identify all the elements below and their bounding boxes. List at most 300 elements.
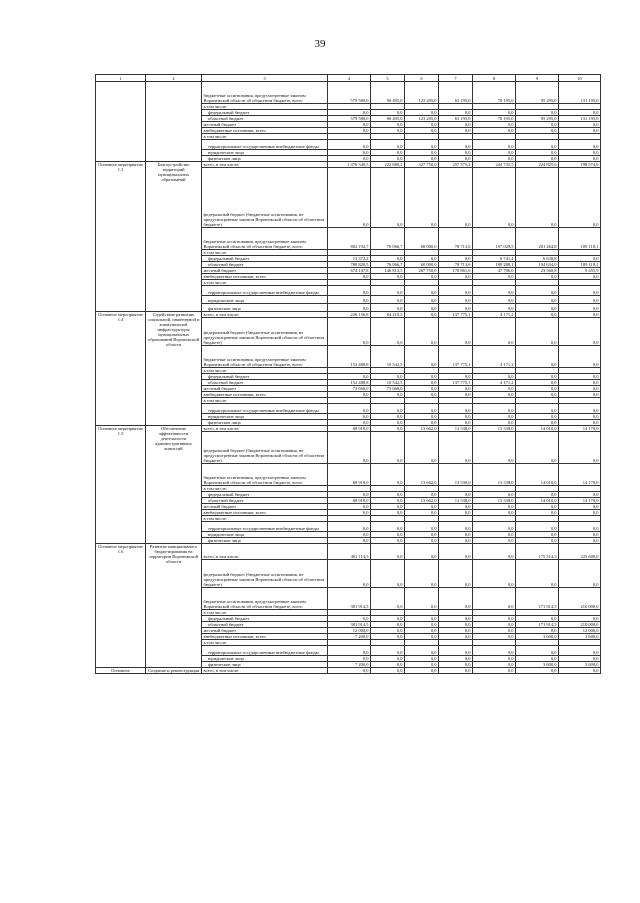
amount-cell: 267 750,0 [405,268,439,274]
amount-cell: 0,0 [328,646,371,656]
amount-cell: 0,0 [559,296,601,304]
amount-cell: 4 171,2 [473,312,516,318]
amount-cell: 0,0 [559,274,601,280]
amount-cell: 0,0 [405,380,439,386]
amount-cell: 0,0 [516,346,559,368]
amount-cell: 0,0 [405,420,439,426]
amount-cell: 0,0 [559,532,601,538]
amount-cell: 0,0 [405,646,439,656]
amount-cell: 23 560,8 [516,268,559,274]
funding-source-cell: физические лица [202,156,328,162]
table-row [96,668,601,674]
amount-cell: 0,0 [405,168,439,228]
amount-cell: 0,0 [559,318,601,346]
amount-cell: 0,0 [473,122,516,128]
header-cell: 7 [439,75,473,82]
header-cell: 9 [516,75,559,82]
amount-cell: 0,0 [405,414,439,420]
activity-code-cell: Основное мероприятие 1.4 [96,312,146,426]
amount-cell: 137 775,1 [439,346,473,368]
amount-cell: 0,0 [516,274,559,280]
amount-cell: 0,0 [328,560,371,588]
amount-cell: 6 741,4 [473,256,516,262]
amount-cell: 0,0 [559,668,601,674]
amount-cell: 0,0 [439,538,473,544]
amount-cell: 0,0 [439,668,473,674]
amount-cell: 6 630,8 [516,256,559,262]
amount-cell: 0,0 [439,616,473,622]
table-row [96,544,601,560]
amount-cell: 0,0 [439,656,473,662]
amount-cell: 1 476 340,5 [328,162,371,168]
funding-source-cell: территориальные государственные внебюджетные фонды [202,522,328,532]
amount-cell: 0,0 [473,386,516,392]
amount-cell: 14 010,0 [516,464,559,486]
amount-cell: 95 295,0 [516,82,559,104]
amount-cell: 0,0 [328,414,371,420]
activity-code-cell: Основное мероприятие 1.3 [96,162,146,312]
amount-cell: 0,0 [405,386,439,392]
amount-cell: 0,0 [371,492,405,498]
amount-cell: 0,0 [473,420,516,426]
amount-cell: 0,0 [559,510,601,516]
amount-cell: 0,0 [371,510,405,516]
amount-cell: 0,0 [405,538,439,544]
amount-cell: 802 192,7 [328,228,371,250]
amount-cell: 0,0 [439,510,473,516]
amount-cell: 95 295,0 [516,116,559,122]
amount-cell: 0,0 [405,286,439,296]
amount-cell: 13 538,0 [473,464,516,486]
amount-cell: 0,0 [371,150,405,156]
amount-cell: 210 000,0 [559,588,601,610]
amount-cell: 0,0 [439,622,473,628]
amount-cell: 0,0 [405,110,439,116]
funding-source-cell: местный бюджет [202,628,328,634]
amount-cell: 171 914,5 [516,588,559,610]
amount-cell: 0,0 [405,656,439,662]
amount-cell: 0,0 [516,404,559,414]
amount-cell: 0,0 [516,532,559,538]
amount-cell: 0,0 [371,140,405,150]
amount-cell: 0,0 [473,656,516,662]
amount-cell: 0,0 [328,504,371,510]
amount-cell: 0,0 [371,304,405,312]
amount-cell: 0,0 [405,318,439,346]
amount-cell: 0,0 [473,504,516,510]
amount-cell: 0,0 [371,662,405,668]
amount-cell: 0,0 [439,492,473,498]
amount-cell: 60 000,0 [405,228,439,250]
amount-cell: 0,0 [559,256,601,262]
amount-cell: 0,0 [405,274,439,280]
funding-source-cell: внебюджетные источники, всего [202,392,328,398]
amount-cell: 76 066,7 [371,262,405,268]
header-cell: 2 [146,75,202,82]
amount-cell: 123 205,0 [405,82,439,104]
amount-cell: 123 205,0 [405,116,439,122]
amount-cell: 0,0 [328,318,371,346]
funding-source-cell: территориальные государственные внебюджетные фонды [202,404,328,414]
amount-cell: 0,0 [473,296,516,304]
amount-cell: 0,0 [439,628,473,634]
amount-cell: 137 775,1 [439,312,473,318]
amount-cell: 14 010,0 [516,426,559,432]
funding-source-cell: юридические лица [202,532,328,538]
amount-cell: 0,0 [516,414,559,420]
amount-cell: 0,0 [405,304,439,312]
funding-source-cell: физические лица [202,662,328,668]
amount-cell: 0,0 [516,522,559,532]
amount-cell: 0,0 [473,128,516,134]
amount-cell: 84 210,5 [371,312,405,318]
amount-cell: 0,0 [516,420,559,426]
amount-cell: 131 195,0 [559,116,601,122]
amount-cell: 10 542,5 [371,346,405,368]
amount-cell: 9 455,9 [559,268,601,274]
amount-cell: 0,0 [439,522,473,532]
amount-cell: 0,0 [371,588,405,610]
amount-cell: 0,0 [371,156,405,162]
amount-cell: 0,0 [559,386,601,392]
amount-cell: 0,0 [439,544,473,560]
amount-cell: 0,0 [328,150,371,156]
funding-source-cell: местный бюджет [202,386,328,392]
amount-cell: 0,0 [559,168,601,228]
amount-cell: 0,0 [371,622,405,628]
amount-cell: 0,0 [559,312,601,318]
funding-source-cell: федеральный бюджет (бюджетные ассигнования, не предусмотренные законом Воронежской области об областном бюджете) [202,318,328,346]
amount-cell: 0,0 [439,150,473,156]
amount-cell: 225 600,0 [559,544,601,560]
amount-cell: 0,0 [559,380,601,386]
amount-cell: 4 171,2 [473,346,516,368]
amount-cell: 0,0 [328,522,371,532]
amount-cell: 0,0 [559,404,601,414]
amount-cell: 189 118,1 [559,228,601,250]
funding-source-cell: всего, в том числе: [202,544,328,560]
funding-source-cell: местный бюджет [202,268,328,274]
amount-cell: 0,0 [516,304,559,312]
table-row [96,82,601,104]
funding-source-cell: юридические лица [202,296,328,304]
amount-cell: 0,0 [439,256,473,262]
amount-cell: 0,0 [439,286,473,296]
amount-cell: 0,0 [516,312,559,318]
amount-cell: 0,0 [439,646,473,656]
amount-cell: 0,0 [559,128,601,134]
header-cell: 4 [328,75,371,82]
amount-cell: 0,0 [328,156,371,162]
amount-cell: 0,0 [559,392,601,398]
amount-cell: 68 918,0 [328,464,371,486]
amount-cell: 327 750,0 [405,162,439,168]
amount-cell: 47 706,0 [473,268,516,274]
funding-source-cell: юридические лица [202,414,328,420]
funding-source-cell: физические лица [202,538,328,544]
amount-cell: 0,0 [405,662,439,668]
funding-source-cell: внебюджетные источники, всего [202,634,328,640]
amount-cell: 96 495,0 [371,116,405,122]
amount-cell: 0,0 [439,392,473,398]
amount-cell: 197 029,5 [473,228,516,250]
amount-cell: 0,0 [559,656,601,662]
amount-cell: 0,0 [439,414,473,420]
amount-cell: 175 514,5 [516,544,559,560]
funding-source-cell: в том числе: [202,280,328,286]
amount-cell: 0,0 [371,656,405,662]
amount-cell: 579 580,0 [328,116,371,122]
amount-cell: 0,0 [516,616,559,622]
amount-cell: 0,0 [371,634,405,640]
amount-cell: 0,0 [405,346,439,368]
funding-source-cell: юридические лица [202,656,328,662]
amount-cell: 0,0 [559,432,601,464]
amount-cell: 0,0 [328,432,371,464]
funding-source-cell: территориальные государственные внебюджетные фонды [202,286,328,296]
amount-cell: 0,0 [371,122,405,128]
amount-cell: 0,0 [473,560,516,588]
amount-cell: 0,0 [371,374,405,380]
amount-cell: 12 000,0 [328,628,371,634]
funding-source-cell: физические лица [202,420,328,426]
amount-cell: 0,0 [559,140,601,150]
funding-source-cell: областной бюджет [202,116,328,122]
activity-name-cell: Развитие инициативного бюджетирования на территории Воронежской области [146,544,202,668]
funding-source-cell: бюджетные ассигнования, предусмотренные законом Воронежской области об областном бюджете, всего [202,588,328,610]
amount-cell: 0,0 [371,296,405,304]
amount-cell: 0,0 [439,140,473,150]
funding-source-cell: внебюджетные источники, всего [202,510,328,516]
amount-cell: 0,0 [328,404,371,414]
amount-cell: 0,0 [516,504,559,510]
amount-cell: 0,0 [328,656,371,662]
header-cell: 10 [559,75,601,82]
activity-name-cell: Обеспечение эффективности деятельности административных комиссий [146,426,202,544]
amount-cell: 0,0 [559,420,601,426]
amount-cell: 0,0 [473,168,516,228]
amount-cell: 0,0 [328,140,371,150]
funding-source-cell: федеральный бюджет [202,492,328,498]
amount-cell: 0,0 [516,432,559,464]
amount-cell: 674 147,8 [328,268,371,274]
amount-cell: 3 600,0 [559,634,601,640]
amount-cell: 13 662,0 [405,498,439,504]
amount-cell: 0,0 [559,522,601,532]
amount-cell: 0,0 [516,296,559,304]
amount-cell: 0,0 [439,296,473,304]
amount-cell: 0,0 [559,156,601,162]
amount-cell: 0,0 [516,380,559,386]
amount-cell: 14 170,0 [559,464,601,486]
amount-cell: 0,0 [559,346,601,368]
amount-cell: 189 118,1 [559,262,601,268]
funding-source-cell: в том числе: [202,134,328,140]
amount-cell: 14 010,0 [516,498,559,504]
amount-cell: 0,0 [473,140,516,150]
amount-cell: 0,0 [371,522,405,532]
amount-cell: 222 880,2 [371,162,405,168]
amount-cell: 0,0 [405,140,439,150]
amount-cell: 0,0 [559,304,601,312]
amount-cell: 0,0 [371,420,405,426]
amount-cell: 0,0 [371,532,405,538]
amount-cell: 0,0 [371,128,405,134]
header-cell: 8 [473,75,516,82]
amount-cell: 0,0 [473,646,516,656]
funding-source-cell: областной бюджет [202,380,328,386]
amount-cell: 0,0 [516,150,559,156]
header-cell: 6 [405,75,439,82]
funding-source-cell: бюджетные ассигнования, предусмотренные законом Воронежской области об областном бюджете, всего [202,464,328,486]
amount-cell: 0,0 [439,420,473,426]
amount-cell: 0,0 [473,150,516,156]
amount-cell: 152 488,8 [328,346,371,368]
header-cell: 1 [96,75,146,82]
amount-cell: 137 775,1 [439,380,473,386]
amount-cell: 178 861,6 [439,268,473,274]
amount-cell: 70 195,0 [473,116,516,122]
amount-cell: 0,0 [371,318,405,346]
funding-source-cell: федеральный бюджет (бюджетные ассигнования, не предусмотренные законом Воронежской области об областном бюджете) [202,432,328,464]
amount-cell: 0,0 [371,668,405,674]
funding-source-cell: внебюджетные источники, всего [202,274,328,280]
amount-cell: 194 634,0 [516,262,559,268]
amount-cell: 0,0 [405,312,439,318]
amount-cell: 0,0 [473,318,516,346]
amount-cell: 13 538,0 [473,426,516,432]
amount-cell: 0,0 [405,532,439,538]
amount-cell: 0,0 [328,420,371,426]
amount-cell: 0,0 [371,560,405,588]
amount-cell: 381 914,5 [328,588,371,610]
amount-cell: 0,0 [405,510,439,516]
amount-cell: 13 662,0 [405,464,439,486]
amount-cell: 257 575,2 [439,162,473,168]
amount-cell: 0,0 [405,150,439,156]
amount-cell: 0,0 [328,286,371,296]
funding-source-cell: областной бюджет [202,622,328,628]
amount-cell: 12 000,0 [559,628,601,634]
amount-cell: 0,0 [371,286,405,296]
amount-cell: 0,0 [371,414,405,420]
amount-cell: 0,0 [473,622,516,628]
amount-cell: 0,0 [439,662,473,668]
amount-cell: 0,0 [516,510,559,516]
funding-source-cell: в том числе: [202,104,328,110]
amount-cell: 0,0 [516,110,559,116]
amount-cell: 171 914,5 [516,622,559,628]
amount-cell: 0,0 [516,668,559,674]
amount-cell: 68 918,0 [328,426,371,432]
amount-cell: 0,0 [371,498,405,504]
amount-cell: 0,0 [405,128,439,134]
amount-cell: 579 580,0 [328,82,371,104]
header-row [96,75,601,82]
amount-cell: 0,0 [405,628,439,634]
amount-cell: 3 600,0 [516,662,559,668]
amount-cell: 0,0 [328,532,371,538]
amount-cell: 0,0 [405,504,439,510]
amount-cell: 0,0 [328,274,371,280]
amount-cell: 152 488,8 [328,380,371,386]
funding-source-cell: федеральный бюджет [202,256,328,262]
amount-cell: 0,0 [559,504,601,510]
funding-source-cell: в том числе: [202,250,328,256]
funding-source-cell: в том числе: [202,640,328,646]
amount-cell: 60 000,0 [405,262,439,268]
amount-cell: 0,0 [516,656,559,662]
amount-cell: 0,0 [559,538,601,544]
funding-source-cell: в том числе: [202,486,328,492]
amount-cell: 13 372,2 [328,256,371,262]
amount-cell: 0,0 [559,122,601,128]
amount-cell: 0,0 [405,668,439,674]
amount-cell: 0,0 [516,628,559,634]
amount-cell: 0,0 [473,156,516,162]
amount-cell: 0,0 [473,414,516,420]
amount-cell: 0,0 [516,156,559,162]
amount-cell: 0,0 [516,122,559,128]
amount-cell: 131 195,0 [559,82,601,104]
amount-cell: 0,0 [371,544,405,560]
amount-cell: 0,0 [405,432,439,464]
funding-source-cell: всего, в том числе: [202,668,328,674]
header-cell: 3 [202,75,328,82]
amount-cell: 0,0 [405,296,439,304]
amount-cell: 201 264,8 [516,228,559,250]
amount-cell: 0,0 [439,274,473,280]
amount-cell: 0,0 [371,646,405,656]
amount-cell: 0,0 [439,432,473,464]
funding-source-cell: всего, в том числе: [202,162,328,168]
activity-code-cell: Основное мероприятие 1.6 [96,544,146,668]
amount-cell: 0,0 [328,392,371,398]
amount-cell: 0,0 [405,522,439,532]
amount-cell: 13 538,0 [473,498,516,504]
amount-cell: 0,0 [473,616,516,622]
funding-source-cell: областной бюджет [202,498,328,504]
amount-cell: 0,0 [516,560,559,588]
amount-cell: 0,0 [439,634,473,640]
amount-cell: 0,0 [473,662,516,668]
amount-cell: 0,0 [371,538,405,544]
amount-cell: 73 668,0 [371,386,405,392]
funding-source-cell: федеральный бюджет [202,110,328,116]
amount-cell: 226 156,8 [328,312,371,318]
amount-cell: 0,0 [405,392,439,398]
amount-cell: 0,0 [405,622,439,628]
amount-cell: 0,0 [405,404,439,414]
funding-source-cell: всего, в том числе: [202,426,328,432]
funding-source-cell: бюджетные ассигнования, предусмотренные законом Воронежской области об областном бюджете, всего [202,82,328,104]
amount-cell: 0,0 [439,532,473,538]
amount-cell: 0,0 [559,616,601,622]
amount-cell: 0,0 [328,374,371,380]
activity-code-cell: Основное [96,668,146,674]
amount-cell: 0,0 [473,634,516,640]
amount-cell: 0,0 [439,156,473,162]
amount-cell: 63 195,0 [439,82,473,104]
funding-source-cell: областной бюджет [202,262,328,268]
amount-cell: 0,0 [405,560,439,588]
amount-cell: 0,0 [371,504,405,510]
amount-cell: 0,0 [473,522,516,532]
amount-cell: 0,0 [473,286,516,296]
activity-code-cell [96,82,146,162]
amount-cell: 0,0 [516,168,559,228]
amount-cell: 0,0 [405,374,439,380]
